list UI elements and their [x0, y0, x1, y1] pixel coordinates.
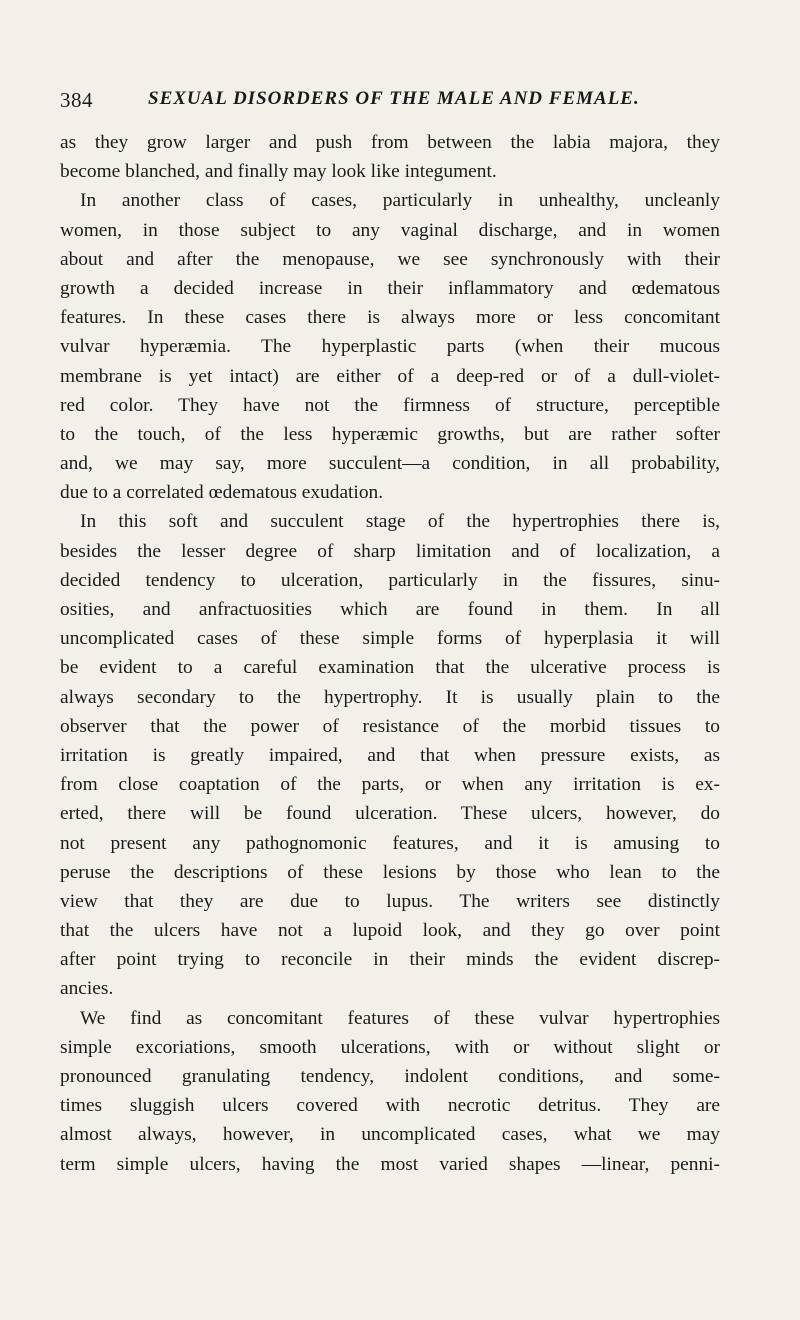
- text-line: ancies.: [60, 978, 114, 1000]
- text-line: red color. They have not the firmness of structure, perceptible: [60, 394, 720, 416]
- text-line: as they grow larger and push from between the labia majora, they: [60, 132, 720, 153]
- text-line: pronounced granulating tendency, indolent conditions, and some-: [60, 1066, 720, 1087]
- text-line: due to a correlated œdematous exudation.: [60, 482, 384, 504]
- text-line: be evident to a careful examination that the ulcerative process is: [60, 657, 720, 679]
- text-line: that the ulcers have not a lupoid look, and they go over point: [60, 920, 720, 942]
- text-line: osities, and anfractuosities which are found in them. In all: [60, 599, 720, 620]
- text-line: growth a decided increase in their inflammatory and œdematous: [60, 277, 720, 299]
- text-line: almost always, however, in uncomplicated cases, what we may: [60, 1124, 720, 1146]
- text-line: view that they are due to lupus. The writers see distinctly: [60, 890, 720, 912]
- text-line: not present any pathognomonic features, and it is amusing to: [60, 832, 720, 854]
- text-line: from close coaptation of the parts, or when any irritation is ex-: [60, 774, 720, 796]
- page-header: [60, 88, 720, 118]
- text-line: about and after the menopause, we see synchronously with their: [60, 248, 720, 270]
- body-text: [60, 128, 720, 1179]
- text-line: erted, there will be found ulceration. These ulcers, however, do: [60, 803, 720, 825]
- text-line: peruse the descriptions of these lesions by those who lean to the: [60, 861, 720, 883]
- text-line: women, in those subject to any vaginal discharge, and in women: [60, 219, 720, 241]
- text-line: term simple ulcers, having the most varied shapes —linear, penni-: [60, 1153, 720, 1175]
- text-line: In this soft and succulent stage of the hypertrophies there is,: [80, 511, 720, 533]
- text-line: to the touch, of the less hyperæmic growths, but are rather softer: [60, 423, 720, 445]
- text-line: irritation is greatly impaired, and that when pressure exists, as: [60, 744, 720, 766]
- text-line: vulvar hyperæmia. The hyperplastic parts (when their mucous: [60, 336, 720, 358]
- text-line: simple excoriations, smooth ulcerations, with or without slight or: [60, 1036, 720, 1058]
- text-line: In another class of cases, particularly in unhealthy, uncleanly: [80, 190, 720, 212]
- text-line: uncomplicated cases of these simple forms of hyperplasia it will: [60, 628, 720, 650]
- text-line: membrane is yet intact) are either of a deep-red or of a dull-violet-: [60, 365, 720, 387]
- running-head: SEXUAL DISORDERS OF THE MALE AND FEMALE.: [148, 88, 640, 109]
- page-number: 384: [60, 88, 93, 112]
- text-line: always secondary to the hypertrophy. It is usually plain to the: [60, 686, 720, 708]
- text-line: We find as concomitant features of these vulvar hypertrophies: [80, 1007, 720, 1029]
- text-line: after point trying to reconcile in their minds the evident discrep-: [60, 949, 720, 971]
- text-line: times sluggish ulcers covered with necrotic detritus. They are: [60, 1095, 720, 1117]
- text-line: besides the lesser degree of sharp limitation and of localization, a: [60, 540, 720, 562]
- text-line: observer that the power of resistance of the morbid tissues to: [60, 715, 720, 737]
- text-line: decided tendency to ulceration, particularly in the fissures, sinu-: [60, 569, 720, 591]
- text-line: features. In these cases there is always more or less concomitant: [60, 307, 720, 329]
- text-line: and, we may say, more succulent—a condition, in all probability,: [60, 453, 720, 475]
- text-line: become blanched, and finally may look like integument.: [60, 161, 497, 183]
